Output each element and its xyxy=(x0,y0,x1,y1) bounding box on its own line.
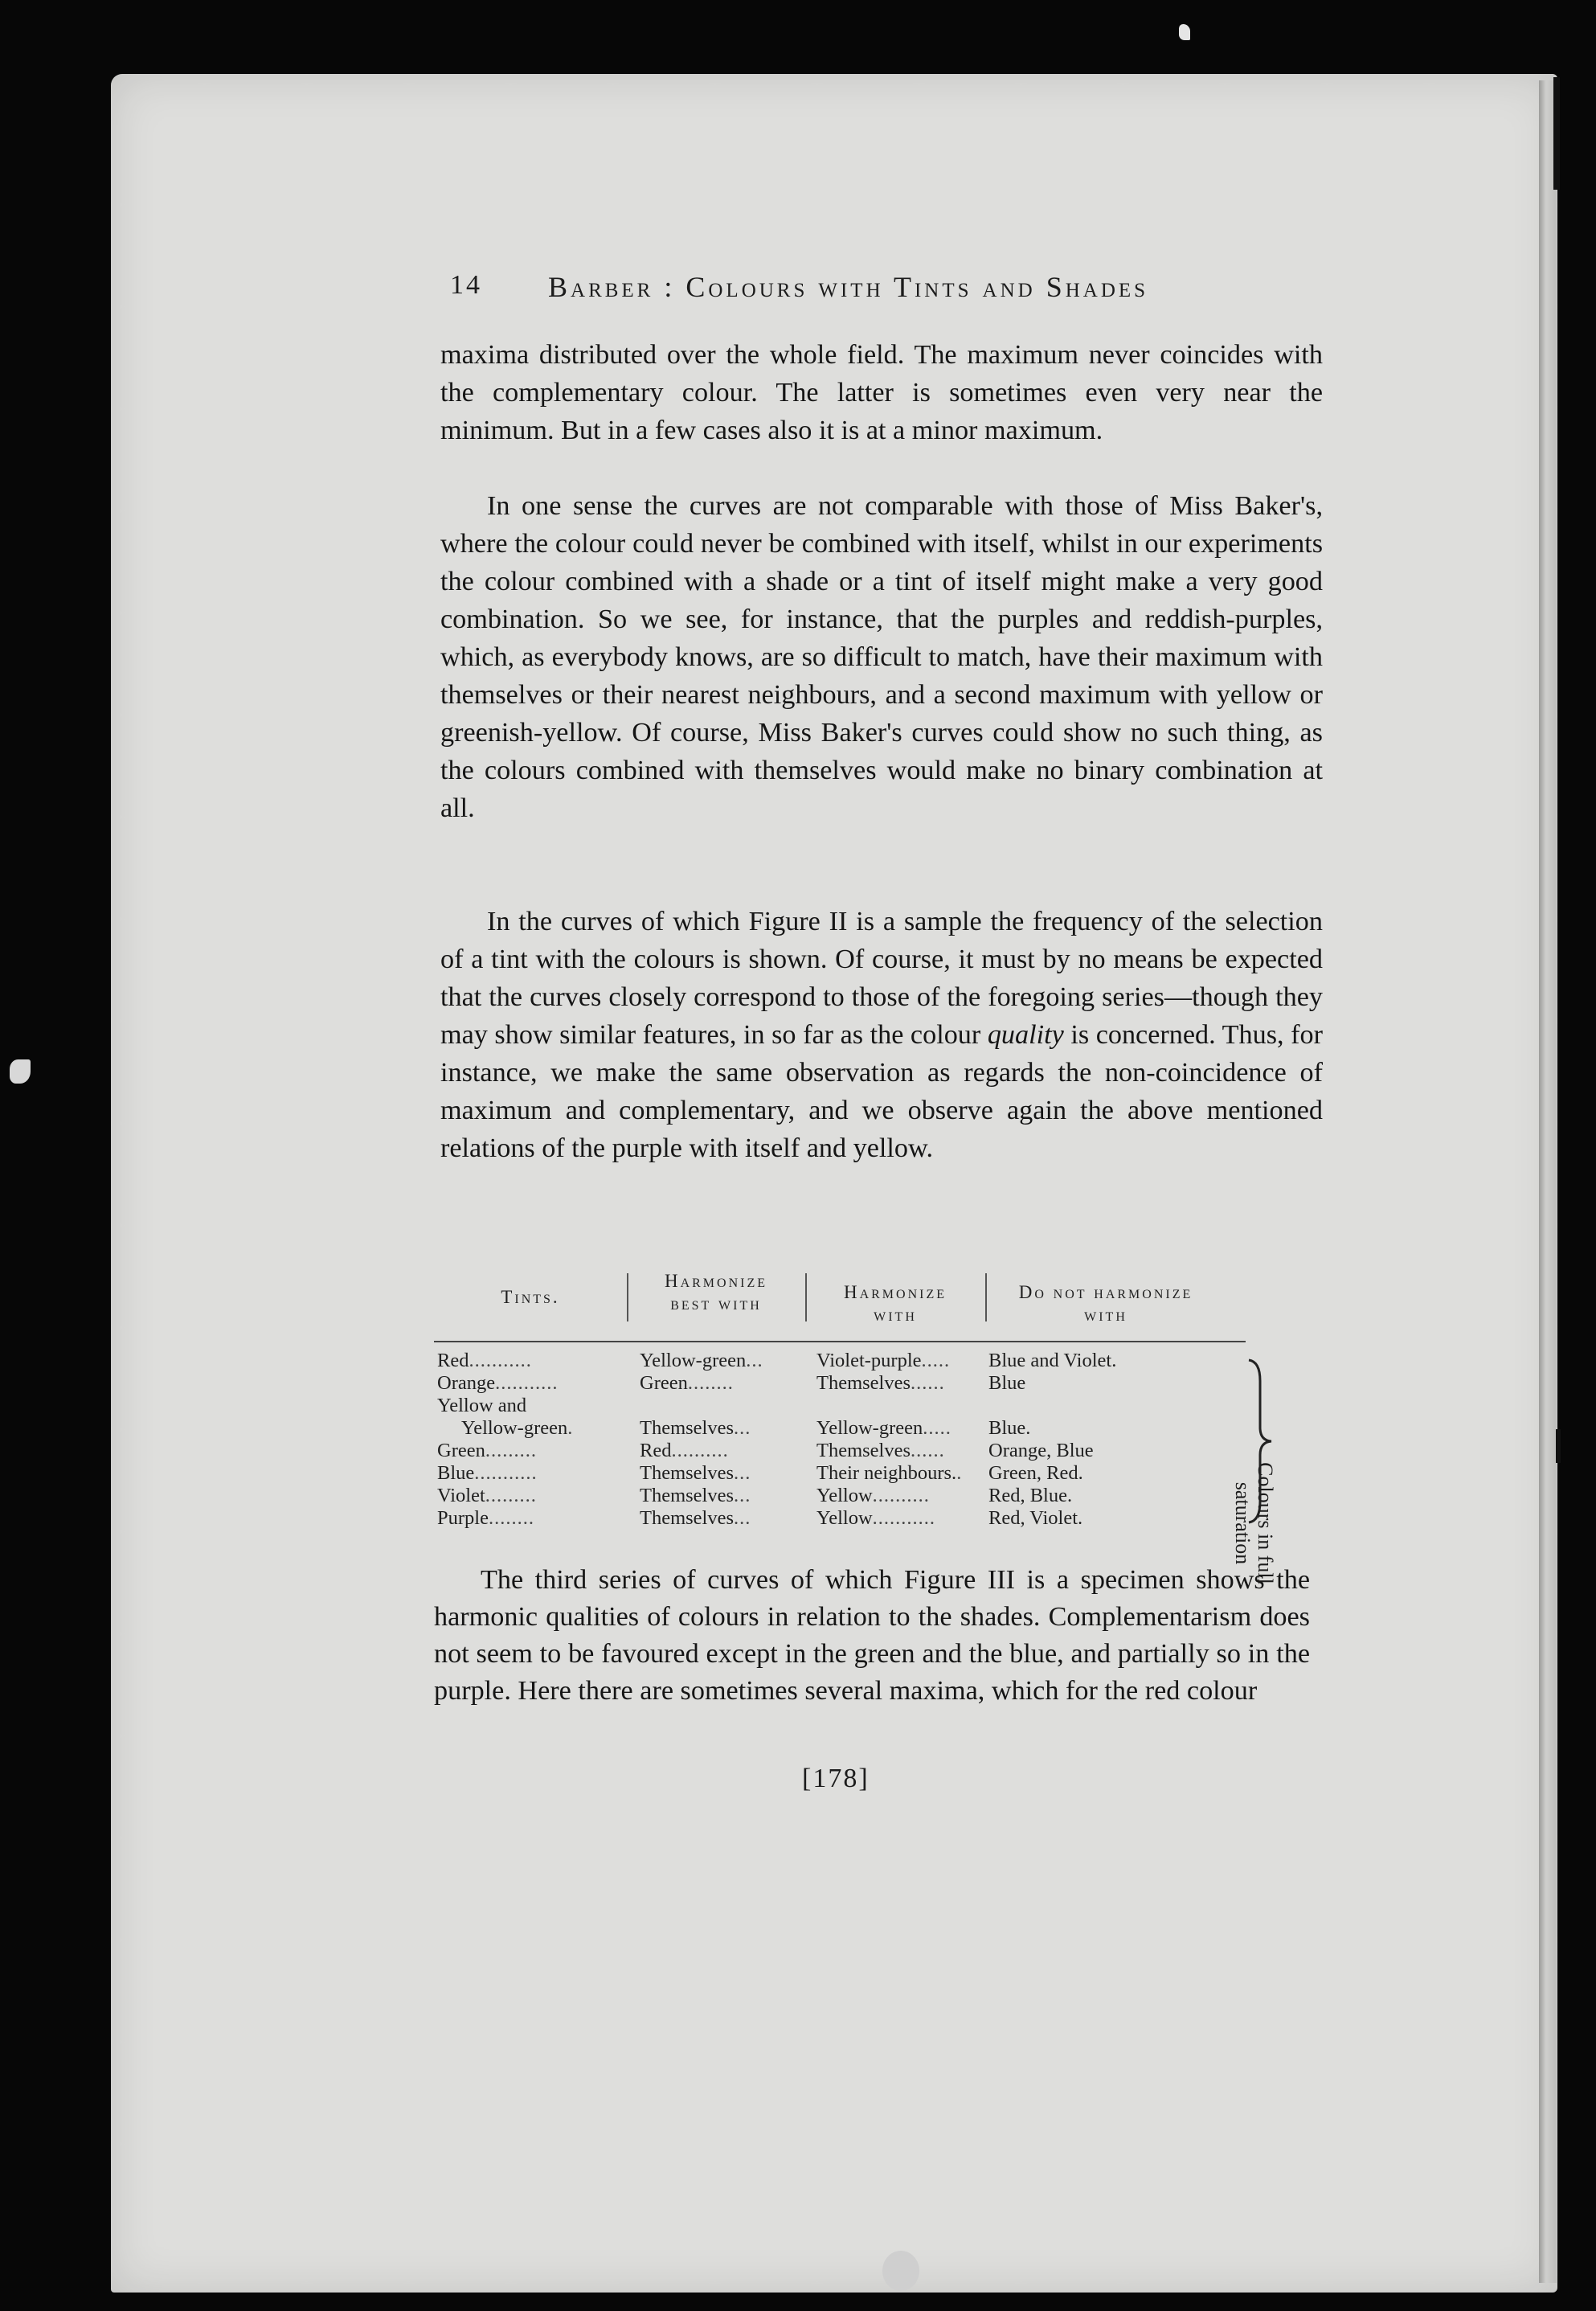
film-speck xyxy=(1179,24,1190,40)
cell-text: Yellow-green xyxy=(461,1417,568,1439)
table-header xyxy=(434,1268,1246,1342)
leader-dots: ... xyxy=(734,1485,751,1506)
running-title: Barber : Colours with Tints and Shades xyxy=(548,271,1149,303)
table-row xyxy=(434,1371,1246,1395)
cell-not xyxy=(988,1484,1230,1508)
cell-not xyxy=(988,1371,1230,1395)
cell-text: Blue. xyxy=(988,1417,1031,1439)
paragraph-text: The third series of curves of which Figure III is a specimen shows the harmonic qualities of colours in relation to the shades. Complementarism does not seem to be favoured except in the green and the blue, and partially so in the purple. Here there are sometimes several maxima, which for the red colour xyxy=(434,1565,1310,1706)
paragraph-text-part: is concerned. Thus, for instance, we make the same observation as regards the non-coincidence of maximum and complementary, and we observe again the above mentioned relations of the purple with itself and yellow. xyxy=(440,1020,1323,1163)
leader-dots: ........... xyxy=(872,1507,936,1529)
cell-with xyxy=(816,1371,985,1395)
table-row xyxy=(434,1484,1246,1508)
cell-best xyxy=(640,1416,812,1440)
leader-dots: ...... xyxy=(911,1440,945,1461)
cell-text: Red, Blue. xyxy=(988,1485,1073,1506)
cell-tint xyxy=(437,1371,627,1395)
cell-tint xyxy=(437,1349,627,1373)
paragraph-text xyxy=(440,903,1323,1167)
cell-text: Green xyxy=(640,1372,688,1394)
binding-mark xyxy=(1553,77,1560,190)
col-header-not xyxy=(985,1281,1226,1326)
cell-text: Orange xyxy=(437,1372,496,1394)
cell-with xyxy=(816,1506,985,1530)
leader-dots: ......... xyxy=(485,1485,537,1506)
col-header-line: Harmonize xyxy=(664,1271,768,1291)
cell-best xyxy=(640,1439,812,1463)
paragraph-text: maxima distributed over the whole field. The maximum never coincides with the complementary colour. The latter is sometimes even very near the minimum. But in a few cases also it is at a minor maximum. xyxy=(440,340,1323,445)
col-header-tints: Tints. xyxy=(501,1287,560,1307)
cell-tint xyxy=(437,1506,627,1530)
cell-not xyxy=(988,1416,1230,1440)
cell-text: Their neighbours. xyxy=(816,1462,957,1484)
italic-word: quality xyxy=(987,1020,1064,1050)
cell-text: Blue and Violet. xyxy=(988,1350,1117,1371)
leader-dots: .......... xyxy=(671,1440,729,1461)
table-row xyxy=(434,1394,1246,1418)
cell-text: Themselves xyxy=(640,1462,735,1484)
paragraph-3 xyxy=(440,903,1323,1167)
cell-not xyxy=(988,1349,1230,1373)
cell-with xyxy=(816,1461,985,1485)
cell-not xyxy=(988,1461,1230,1485)
cell-tint xyxy=(437,1461,627,1485)
header-page-number: 14 xyxy=(450,270,482,300)
film-speck xyxy=(882,2251,919,2291)
paragraph-1 xyxy=(440,336,1323,449)
cell-text: Violet xyxy=(437,1485,485,1506)
col-header-best xyxy=(627,1270,805,1315)
cell-with xyxy=(816,1349,985,1373)
cell-text: Themselves xyxy=(816,1372,911,1394)
cell-tint xyxy=(437,1484,627,1508)
leader-dots: . xyxy=(956,1462,963,1484)
cell-tint xyxy=(437,1416,651,1440)
cell-text: Yellow xyxy=(816,1507,873,1529)
harmony-table xyxy=(434,1268,1326,1584)
leader-dots: ... xyxy=(734,1417,751,1439)
table-row xyxy=(434,1439,1246,1463)
cell-with xyxy=(816,1484,985,1508)
cell-text: Red xyxy=(640,1440,672,1461)
cell-text: Green, Red. xyxy=(988,1462,1083,1484)
paragraph-text-part: In the curves of which Figure II is a sample the frequency of the selection of a tint with the colours is shown. Of course, it must by no means be expected that the curves closely correspond to those of the foregoing series—though they may show similar features, in so far as the colour xyxy=(440,907,1323,1050)
paragraph-2 xyxy=(440,487,1323,827)
cell-text: Themselves xyxy=(640,1417,735,1439)
cell-with xyxy=(816,1439,985,1463)
leader-dots: . xyxy=(567,1417,574,1439)
col-header-line: with xyxy=(874,1305,917,1325)
side-note: Colours in full saturation xyxy=(1231,1462,1277,1584)
paragraph-text: In one sense the curves are not comparable with those of Miss Baker's, where the colour could never be combined with itself, whilst in our experiments the colour combined with a shade or a tint of itself might make a very good combination. So we see, for instance, that the purples and reddish-purples, which, as everybody knows, are so difficult to match, have their maximum with themselves or their nearest neighbours, and a second maximum with yellow or greenish-yellow. Of course, Miss Baker's curves could show no such thing, as the colours combined with themselves would make no binary combination at all. xyxy=(440,491,1323,823)
leader-dots: ... xyxy=(734,1462,751,1484)
cell-text: Yellow and xyxy=(437,1395,527,1416)
cell-text: Themselves xyxy=(640,1507,735,1529)
cell-text: Yellow xyxy=(816,1485,873,1506)
col-header-line: with xyxy=(1084,1305,1127,1325)
column-divider xyxy=(805,1273,807,1321)
table-row xyxy=(434,1349,1246,1373)
leader-dots: ........ xyxy=(687,1372,734,1394)
leader-dots: ........ xyxy=(488,1507,534,1529)
cell-text: Purple xyxy=(437,1507,489,1529)
leader-dots: ........... xyxy=(495,1372,559,1394)
page-right-edge xyxy=(1539,80,1557,2283)
cell-text: Yellow-green xyxy=(640,1350,747,1371)
column-divider xyxy=(985,1273,987,1321)
col-header-line: best with xyxy=(670,1293,762,1313)
col-header-with xyxy=(805,1281,985,1326)
cell-text: Blue xyxy=(988,1372,1026,1394)
table-row xyxy=(434,1461,1246,1485)
paragraph-4 xyxy=(434,1562,1310,1710)
leader-dots: ... xyxy=(746,1350,763,1371)
cell-text: Orange, Blue xyxy=(988,1440,1094,1461)
cell-not xyxy=(988,1506,1230,1530)
col-header-line: Do not harmonize xyxy=(1018,1282,1193,1302)
cell-tint xyxy=(437,1394,627,1418)
cell-text: Themselves xyxy=(816,1440,911,1461)
cell-best xyxy=(640,1349,812,1373)
cell-text: Blue xyxy=(437,1462,475,1484)
leader-dots: ...... xyxy=(911,1372,945,1394)
cell-best xyxy=(640,1484,812,1508)
cell-text: Red, Violet. xyxy=(988,1507,1083,1529)
cell-text: Themselves xyxy=(640,1485,735,1506)
leader-dots: ... xyxy=(734,1507,751,1529)
cell-tint xyxy=(437,1439,627,1463)
cell-not xyxy=(988,1439,1230,1463)
folio-number: [178] xyxy=(802,1764,870,1793)
cell-text: Violet-purple xyxy=(816,1350,922,1371)
running-header xyxy=(450,270,1334,318)
leader-dots: .......... xyxy=(872,1485,930,1506)
leader-dots: ......... xyxy=(485,1440,537,1461)
leader-dots: ........... xyxy=(469,1350,532,1371)
leader-dots: ..... xyxy=(921,1350,951,1371)
col-header-line: Harmonize xyxy=(843,1282,947,1302)
leader-dots: ..... xyxy=(923,1417,951,1439)
cell-best xyxy=(640,1371,812,1395)
table-row xyxy=(434,1506,1246,1530)
cell-with xyxy=(816,1416,985,1440)
cell-text: Green xyxy=(437,1440,485,1461)
cell-best xyxy=(640,1506,812,1530)
table-row xyxy=(434,1416,1246,1440)
cell-text: Red xyxy=(437,1350,469,1371)
cell-text: Yellow-green xyxy=(816,1417,923,1439)
column-divider xyxy=(627,1273,628,1321)
leader-dots: ........... xyxy=(474,1462,538,1484)
cell-best xyxy=(640,1461,812,1485)
binding-mark xyxy=(1556,1429,1561,1463)
film-speck xyxy=(10,1059,31,1084)
